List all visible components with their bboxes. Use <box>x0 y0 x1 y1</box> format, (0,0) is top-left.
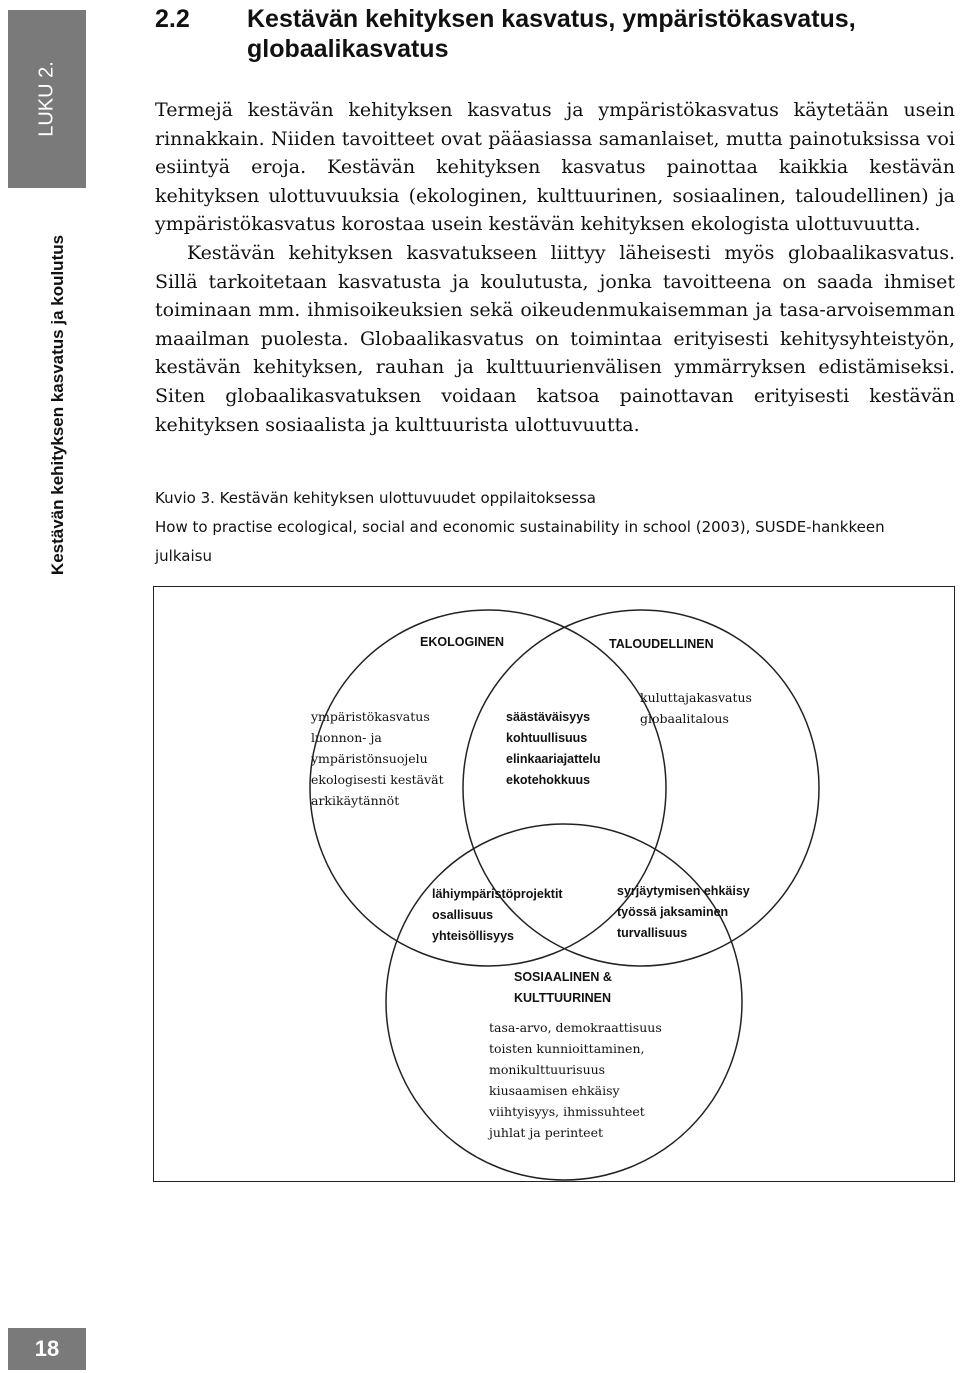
page-number: 18 <box>8 1328 86 1370</box>
section-heading <box>155 4 955 64</box>
section-title: Kestävän kehityksen kasvatus, ympäristökasvatus, globaalikasvatus <box>247 5 856 63</box>
social-items: tasa-arvo, demokraattisuus toisten kunnioittaminen, monikulttuurisuus kiusaamisen ehkäisy viihtyisyys, ihmissuhteet juhlat ja perinteet <box>489 1020 662 1140</box>
social-label: SOSIAALINEN & KULTTUURINEN <box>514 970 612 1005</box>
running-title: Kestävän kehityksen kasvatus ja koulutus <box>48 234 67 576</box>
ecological-items: ympäristökasvatus luonnon- ja ympäristönsuojelu ekologisesti kestävät arkikäytännöt <box>311 709 444 808</box>
economic-label: TALOUDELLINEN <box>609 637 714 651</box>
chapter-tab <box>8 10 86 188</box>
ecological-label: EKOLOGINEN <box>420 635 505 649</box>
chapter-label: LUKU 2. <box>35 61 58 137</box>
venn-diagram <box>153 586 955 1182</box>
section-number: 2.2 <box>155 5 190 33</box>
eco-econ-items: säästäväisyys kohtuullisuus elinkaariajattelu ekotehokkuus <box>506 710 601 787</box>
body-text <box>155 96 955 439</box>
economic-items: kuluttajakasvatus globaalitalous <box>640 690 752 726</box>
figure-caption <box>155 484 945 571</box>
paragraph: Kestävän kehityksen kasvatukseen liittyy läheisesti myös globaalikasvatus. Sillä tarkoitetaan kasvatusta ja koulutusta, jonka tavoitteena on saada ihmiset toiminaan mm. ihmisoikeuksien sekä oikeudenmukaisemman ja tasa-arvoisemman maailman puolesta. Globaalikasvatus on toimintaa erityisesti kehitysyhteistyön, kestävän kehityksen, rauhan ja kulttuurienvälisen ymmärryksen edistämiseksi. Siten globaalikasvatuksen voidaan katsoa painottavan erityisesti kestävän kehityksen sosiaalista ja kulttuurista ulottuvuutta. <box>155 241 955 436</box>
caption-title: Kuvio 3. Kestävän kehityksen ulottuvuudet oppilaitoksessa <box>155 489 596 507</box>
econ-social-items: syrjäytymisen ehkäisy työssä jaksaminen turvallisuus <box>617 884 750 940</box>
paragraph: Termejä kestävän kehityksen kasvatus ja ympäristökasvatus käytetään usein rinnakkain. Niiden tavoitteet ovat pääasiassa samanlaiset, mutta painotuksissa voi esiintyä eroja. Kestävän kehityksen kasvatus painottaa kaikkia kestävän kehityksen ulottuvuuksia (ekologinen, kulttuurinen, sosiaalinen, taloudellinen) ja ympäristökasvatus korostaa usein kestävän kehityksen ekologista ulottuvuutta. <box>155 99 955 236</box>
eco-social-items: lähiympäristöprojektit osallisuus yhteisöllisyys <box>432 887 563 943</box>
caption-source: How to practise ecological, social and economic sustainability in school (2003), SUSDE-hankkeen julkaisu <box>155 518 885 565</box>
